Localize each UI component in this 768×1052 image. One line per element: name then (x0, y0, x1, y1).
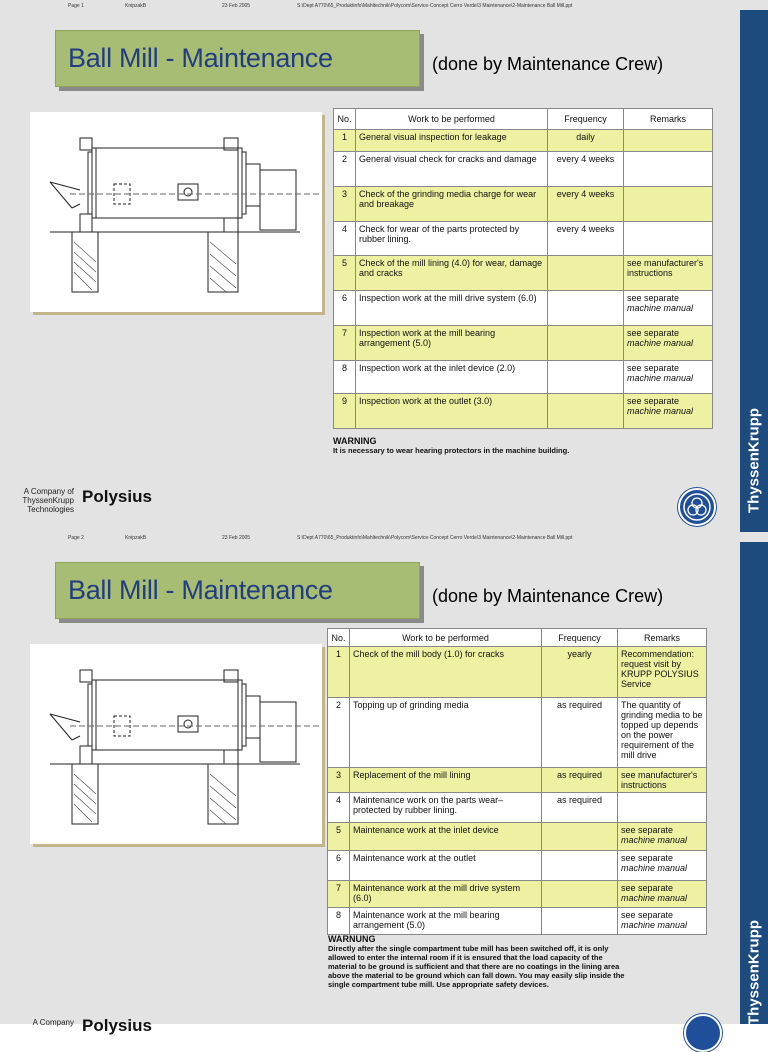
table-row (328, 698, 707, 768)
row-frequency: every 4 weeks (548, 187, 624, 222)
slide-title: Ball Mill - Maintenance (68, 43, 333, 73)
header-file-path: S:\Dept A770\65_Produktinfo\Mahltechnik\Polycom\Service-Concept Cerro Verde\3 Maintenance\2-Maintenance Ball Mill.ppt (297, 3, 573, 9)
table-header-row (334, 109, 713, 130)
row-number: 7 (334, 326, 356, 361)
remarks-text: The quantity of grinding media to be topped up depends on the power requirement of the mill drive (621, 700, 703, 760)
thyssenkrupp-logo-icon (678, 488, 716, 526)
warning-text: It is necessary to wear hearing protectors in the machine building. (333, 446, 570, 455)
slide-subtitle: (done by Maintenance Crew) (432, 586, 664, 606)
slide-title-box (55, 562, 420, 619)
remarks-manual-ref: machine manual (627, 373, 694, 383)
warning-note (328, 935, 633, 989)
row-number: 9 (334, 394, 356, 429)
remarks-manual-ref: machine manual (627, 338, 694, 348)
side-brand-bar (740, 542, 768, 1024)
remarks-text: see manufacturer's instructions (621, 770, 698, 790)
slide-page-2 (0, 532, 768, 1035)
row-frequency: every 4 weeks (548, 152, 624, 187)
header-page-number: Page 2 (68, 535, 84, 541)
row-remarks (618, 768, 707, 793)
table-row (334, 326, 713, 361)
side-brand-text: ThyssenKrupp (745, 919, 763, 1025)
warning-title: WARNUNG (328, 934, 376, 944)
row-work: Maintenance work at the mill drive system (6.0) (350, 881, 542, 908)
row-work: General visual check for cracks and damage (356, 152, 548, 187)
row-remarks (618, 698, 707, 768)
maintenance-table (333, 108, 713, 429)
col-header-work: Work to be performed (350, 629, 542, 647)
footer-company-line: A Company of ThyssenKrupp Technologies (22, 487, 74, 514)
header-date: 23 Feb 2005 (222, 3, 251, 9)
col-header-frequency: Frequency (548, 109, 624, 130)
col-header-no: No. (334, 109, 356, 130)
row-remarks (624, 222, 713, 256)
slide-subtitle: (done by Maintenance Crew) (432, 54, 664, 74)
row-work: Inspection work at the mill drive system (6.0) (356, 291, 548, 326)
footer-company-line: A Company (32, 1018, 74, 1027)
maintenance-table (327, 628, 707, 935)
row-number: 1 (334, 130, 356, 152)
ball-mill-diagram-icon (30, 112, 322, 312)
remarks-text: see separate (621, 910, 674, 920)
row-remarks (618, 793, 707, 823)
table-row (328, 647, 707, 698)
warning-text: Directly after the single compartment tube mill has been switched off, it is only allowed to enter the internal room if it is ensured that the load capacity of the material to be ground is sufficient and that there are no coatings in the lining area above the material to be ground which can fall down. You may easily slip inside the single compartment tube mill. Use appropriate safety devices. (328, 944, 625, 989)
row-work: Maintenance work at the inlet device (350, 823, 542, 851)
row-work: Check for wear of the parts protected by rubber lining. (356, 222, 548, 256)
slide-title: Ball Mill - Maintenance (68, 575, 333, 605)
table-row (334, 361, 713, 394)
footer-brand: Polysius (82, 487, 152, 506)
row-frequency (548, 291, 624, 326)
row-remarks (618, 851, 707, 881)
table-row (328, 823, 707, 851)
row-work: Maintenance work at the mill bearing arrangement (5.0) (350, 908, 542, 935)
row-frequency: every 4 weeks (548, 222, 624, 256)
row-number: 8 (334, 361, 356, 394)
row-remarks (624, 326, 713, 361)
col-header-remarks: Remarks (624, 109, 713, 130)
col-header-frequency: Frequency (542, 629, 618, 647)
row-frequency: as required (542, 793, 618, 823)
row-remarks (624, 187, 713, 222)
table-header-row (328, 629, 707, 647)
table-row (334, 152, 713, 187)
table-row (328, 908, 707, 935)
row-remarks (624, 256, 713, 291)
row-frequency: as required (542, 768, 618, 793)
remarks-text: see separate (621, 883, 674, 893)
thyssenkrupp-logo-icon (684, 1014, 722, 1052)
table-row (334, 291, 713, 326)
table-row (328, 793, 707, 823)
row-remarks (618, 823, 707, 851)
table-row (334, 130, 713, 152)
remarks-text: see separate (627, 293, 680, 303)
remarks-text: see manufacturer's instructions (627, 258, 704, 278)
warning-note (333, 437, 713, 455)
row-work: Maintenance work at the outlet (350, 851, 542, 881)
header-page-number: Page 1 (68, 3, 84, 9)
row-number: 1 (328, 647, 350, 698)
header-date: 23 Feb 2005 (222, 535, 251, 541)
remarks-text: see separate (621, 825, 674, 835)
row-frequency (542, 851, 618, 881)
row-number: 6 (328, 851, 350, 881)
side-brand-text: ThyssenKrupp (745, 407, 763, 513)
row-frequency (548, 326, 624, 361)
row-work: Maintenance work on the parts wear–protected by rubber lining. (350, 793, 542, 823)
col-header-remarks: Remarks (618, 629, 707, 647)
table-row (334, 394, 713, 429)
table-row (334, 187, 713, 222)
header-author: KnipzakB (125, 535, 147, 541)
row-number: 7 (328, 881, 350, 908)
row-work: Topping up of grinding media (350, 698, 542, 768)
col-header-no: No. (328, 629, 350, 647)
row-frequency (548, 256, 624, 291)
table-row (334, 222, 713, 256)
ball-mill-drawing (30, 644, 322, 844)
row-number: 5 (328, 823, 350, 851)
table-row (328, 851, 707, 881)
warning-title: WARNING (333, 436, 377, 446)
row-work: Inspection work at the inlet device (2.0) (356, 361, 548, 394)
remarks-manual-ref: machine manual (621, 893, 688, 903)
row-remarks (624, 152, 713, 187)
row-number: 3 (334, 187, 356, 222)
slide-title-box (55, 30, 420, 87)
footer-brand: Polysius (82, 1016, 152, 1035)
row-work: Check of the mill lining (4.0) for wear, damage and cracks (356, 256, 548, 291)
row-number: 4 (334, 222, 356, 256)
row-remarks (624, 291, 713, 326)
ball-mill-diagram-icon (30, 644, 322, 844)
remarks-manual-ref: machine manual (627, 303, 694, 313)
remarks-manual-ref: machine manual (621, 835, 688, 845)
row-frequency: daily (548, 130, 624, 152)
row-frequency (548, 394, 624, 429)
table-row (334, 256, 713, 291)
row-number: 2 (334, 152, 356, 187)
ball-mill-drawing (30, 112, 322, 312)
side-brand-bar (740, 10, 768, 532)
remarks-text: see separate (627, 328, 680, 338)
table-row (328, 768, 707, 793)
row-frequency: yearly (542, 647, 618, 698)
row-remarks (618, 647, 707, 698)
row-remarks (624, 361, 713, 394)
row-work: General visual inspection for leakage (356, 130, 548, 152)
row-frequency (542, 823, 618, 851)
row-frequency (542, 881, 618, 908)
table-row (328, 881, 707, 908)
row-frequency: as required (542, 698, 618, 768)
row-work: Inspection work at the mill bearing arrangement (5.0) (356, 326, 548, 361)
row-number: 3 (328, 768, 350, 793)
header-file-path: S:\Dept A770\65_Produktinfo\Mahltechnik\Polycom\Service-Concept Cerro Verde\3 Maintenance\2-Maintenance Ball Mill.ppt (297, 535, 573, 541)
remarks-text: Recommendation: request visit by KRUPP POLYSIUS Service (621, 649, 699, 689)
row-frequency (542, 908, 618, 935)
remarks-manual-ref: machine manual (621, 920, 688, 930)
remarks-manual-ref: machine manual (627, 406, 694, 416)
row-number: 4 (328, 793, 350, 823)
row-number: 6 (334, 291, 356, 326)
row-work: Replacement of the mill lining (350, 768, 542, 793)
row-remarks (618, 881, 707, 908)
row-remarks (624, 130, 713, 152)
row-remarks (618, 908, 707, 935)
remarks-text: see separate (627, 396, 680, 406)
remarks-text: see separate (621, 853, 674, 863)
row-number: 8 (328, 908, 350, 935)
row-work: Check of the grinding media charge for wear and breakage (356, 187, 548, 222)
row-work: Check of the mill body (1.0) for cracks (350, 647, 542, 698)
row-frequency (548, 361, 624, 394)
col-header-work: Work to be performed (356, 109, 548, 130)
remarks-text: see separate (627, 363, 680, 373)
row-remarks (624, 394, 713, 429)
header-author: KnipzakB (125, 3, 147, 9)
row-number: 5 (334, 256, 356, 291)
remarks-manual-ref: machine manual (621, 863, 688, 873)
row-number: 2 (328, 698, 350, 768)
row-work: Inspection work at the outlet (3.0) (356, 394, 548, 429)
